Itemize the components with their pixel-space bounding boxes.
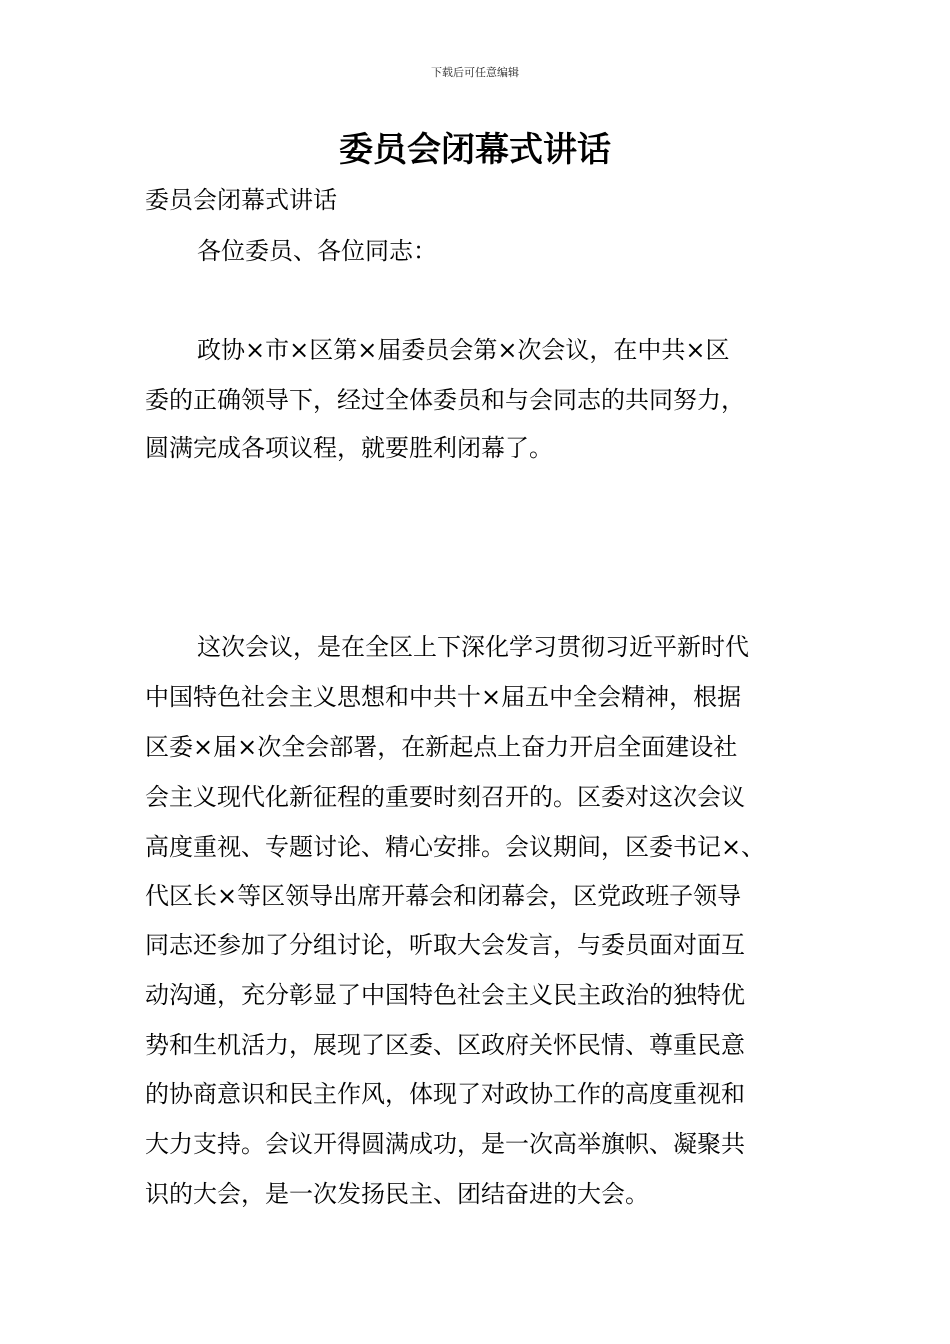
- salutation: 各位委员、各位同志：: [197, 237, 437, 265]
- paragraph-line: 这次会议，是在全区上下深化学习贯彻习近平新时代: [197, 633, 749, 661]
- paragraph-line: 势和生机活力，展现了区委、区政府关怀民情、尊重民意: [145, 1031, 745, 1059]
- paragraph-line: 动沟通，充分彰显了中国特色社会主义民主政治的独特优: [145, 981, 745, 1009]
- document-title: 委员会闭幕式讲话: [339, 130, 611, 170]
- paragraph-line: 高度重视、专题讨论、精心安排。会议期间，区委书记×、: [145, 833, 766, 861]
- paragraph-line: 识的大会，是一次发扬民主、团结奋进的大会。: [145, 1180, 649, 1208]
- paragraph-line: 政协×市×区第×届委员会第×次会议，在中共×区: [197, 336, 730, 364]
- paragraph-line: 大力支持。会议开得圆满成功，是一次高举旗帜、凝聚共: [145, 1130, 745, 1158]
- paragraph-line: 同志还参加了分组讨论，听取大会发言，与委员面对面互: [145, 931, 745, 959]
- header-note: 下载后可任意编辑: [431, 66, 519, 79]
- paragraph-line: 委的正确领导下，经过全体委员和与会同志的共同努力，: [145, 386, 745, 414]
- document-subtitle: 委员会闭幕式讲话: [145, 186, 337, 214]
- paragraph-line: 中国特色社会主义思想和中共十×届五中全会精神，根据: [145, 683, 742, 711]
- paragraph-line: 会主义现代化新征程的重要时刻召开的。区委对这次会议: [145, 783, 745, 811]
- paragraph-line: 代区长×等区领导出席开幕会和闭幕会，区党政班子领导: [145, 882, 742, 910]
- paragraph-line: 的协商意识和民主作风，体现了对政协工作的高度重视和: [145, 1080, 745, 1108]
- paragraph-line: 区委×届×次全会部署，在新起点上奋力开启全面建设社: [145, 733, 738, 761]
- paragraph-line: 圆满完成各项议程，就要胜利闭幕了。: [145, 434, 553, 462]
